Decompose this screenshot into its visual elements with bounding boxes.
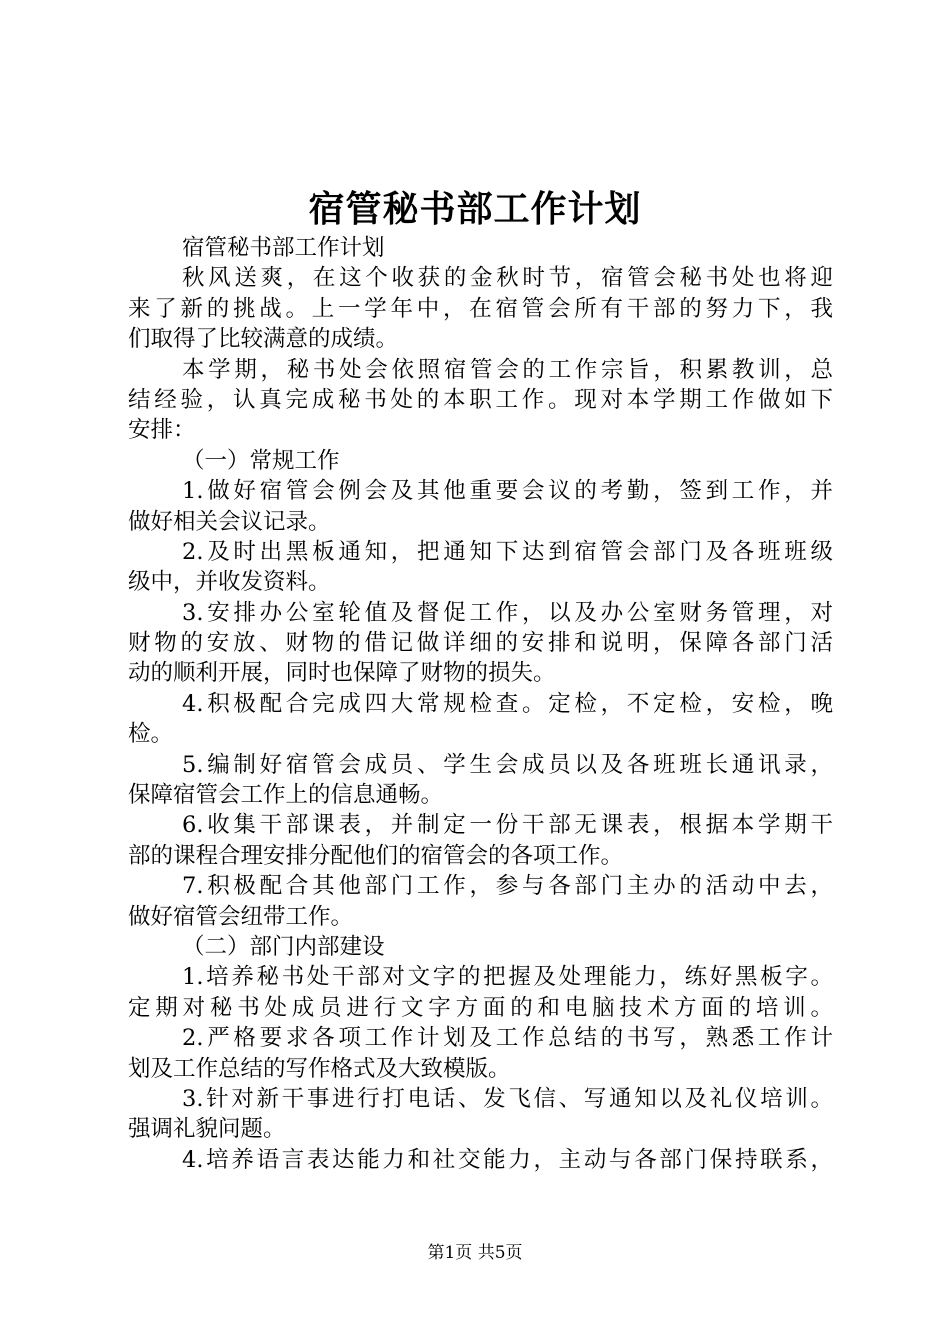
document-body xyxy=(128,233,833,1175)
body-line: 3.安排办公室轮值及督促工作，以及办公室财务管理，对 xyxy=(182,599,833,626)
body-line: 定期对秘书处成员进行文字方面的和电脑技术方面的培训。 xyxy=(128,994,833,1021)
body-line: （二）部门内部建设 xyxy=(182,933,385,960)
body-line: 5.编制好宿管会成员、学生会成员以及各班班长通讯录， xyxy=(182,751,833,778)
body-line: 2.及时出黑板通知，把通知下达到宿管会部门及各班班级 xyxy=(182,538,833,565)
page-footer: 第1页 共5页 xyxy=(427,1243,523,1263)
body-line: 1.做好宿管会例会及其他重要会议的考勤，签到工作，并 xyxy=(182,478,833,505)
body-line: 强调礼貌问题。 xyxy=(128,1116,286,1143)
body-line: 级中，并收发资料。 xyxy=(128,569,331,596)
body-line: 检。 xyxy=(128,721,174,748)
body-line: 们取得了比较满意的成绩。 xyxy=(128,326,399,353)
body-line: 6.收集干部课表，并制定一份干部无课表，根据本学期干 xyxy=(182,812,833,839)
body-line: 3.针对新干事进行打电话、发飞信、写通知以及礼仪培训。 xyxy=(182,1085,833,1112)
body-line: 来了新的挑战。上一学年中，在宿管会所有干部的努力下，我 xyxy=(128,295,833,322)
body-line: 动的顺利开展，同时也保障了财物的损失。 xyxy=(128,660,556,687)
body-line: 财物的安放、财物的借记做详细的安排和说明，保障各部门活 xyxy=(128,630,833,657)
body-line: 结经验，认真完成秘书处的本职工作。现对本学期工作做如下 xyxy=(128,386,833,413)
body-line: 部的课程合理安排分配他们的宿管会的各项工作。 xyxy=(128,842,624,869)
body-line: 宿管秘书部工作计划 xyxy=(182,235,385,261)
body-line: 7.积极配合其他部门工作，参与各部门主办的活动中去， xyxy=(182,873,833,900)
document-title: 宿管秘书部工作计划 xyxy=(308,188,642,230)
body-line: 秋风送爽，在这个收获的金秋时节，宿管会秘书处也将迎 xyxy=(182,265,833,292)
body-line: 做好相关会议记录。 xyxy=(128,508,331,535)
body-line: 安排： xyxy=(128,417,196,444)
body-line: （一）常规工作 xyxy=(182,447,340,474)
body-line: 2.严格要求各项工作计划及工作总结的书写，熟悉工作计 xyxy=(182,1025,833,1052)
body-line: 4.积极配合完成四大常规检查。定检，不定检，安检，晚 xyxy=(182,690,833,717)
body-line: 4.培养语言表达能力和社交能力，主动与各部门保持联系， xyxy=(182,1146,833,1173)
body-line: 划及工作总结的写作格式及大致模版。 xyxy=(128,1055,511,1082)
body-line: 做好宿管会纽带工作。 xyxy=(128,903,354,930)
body-line: 本学期，秘书处会依照宿管会的工作宗旨，积累教训，总 xyxy=(182,356,833,383)
body-line: 1.培养秘书处干部对文字的把握及处理能力，练好黑板字。 xyxy=(182,964,833,991)
body-line: 保障宿管会工作上的信息通畅。 xyxy=(128,782,444,809)
